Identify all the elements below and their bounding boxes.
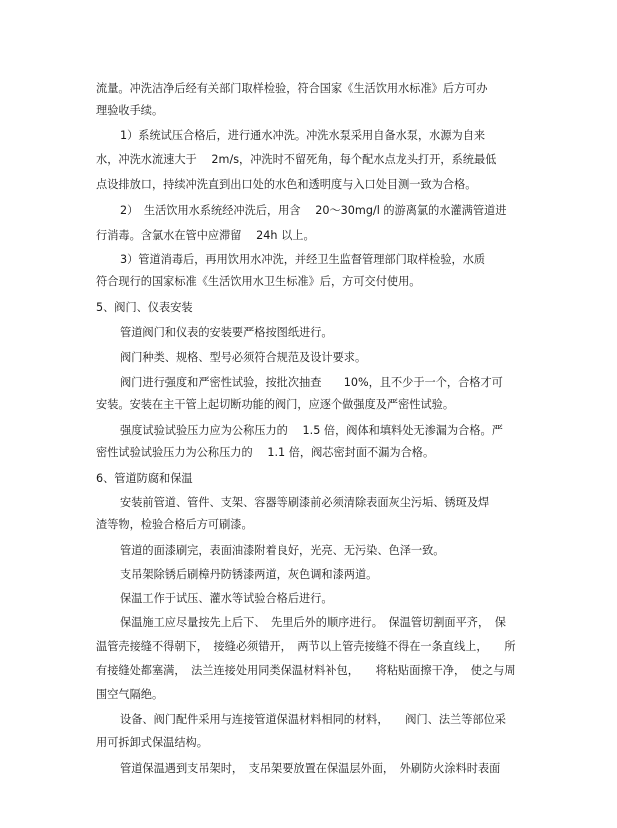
- text-line: 符合现行的国家标准《生活饮用水卫生标准》后，方可交付使用。: [96, 275, 421, 288]
- text-line: 支吊架除锈后刷樟丹防锈漆两道，灰色调和漆两道。: [120, 568, 378, 581]
- text-line: 管道保温遇到支吊架时， 支吊架要放置在保温层外面， 外刷防火涂料时表面: [120, 762, 501, 775]
- section-heading: 5、阀门、仪表安装: [96, 301, 193, 314]
- text-line: 安装。安装在主干管上起切断功能的阀门，应逐个做强度及严密性试验。: [96, 398, 455, 411]
- text-line: 流量。冲洗洁净后经有关部门取样检验，符合国家《生活饮用水标准》后方可办: [96, 82, 488, 95]
- text-line: 管道的面漆刷完，表面油漆附着良好，光亮、无污染、色泽一致。: [120, 544, 445, 557]
- text-line: 1）系统试压合格后，进行通水冲洗。冲洗水泵采用自备水泵，水源为自来: [120, 129, 486, 142]
- text-line: 围空气隔绝。: [96, 688, 164, 701]
- text-line: 渣等物，检验合格后方可刷漆。: [96, 518, 253, 531]
- text-line: 有接缝处都塞满， 法兰连接处用同类保温材料补包， 将粘贴面擦干净， 使之与周: [96, 664, 516, 677]
- text-line: 3）管道消毒后，再用饮用水冲洗，并经卫生监督管理部门取样检验，水质: [120, 253, 486, 266]
- text-line: 2） 生活饮用水系统经冲洗后，用含 20～30mg/l 的游离氯的水灌满管道进: [120, 204, 507, 217]
- text-line: 设备、阀门配件采用与连接管道保温材料相同的材料， 阀门、法兰等部位采: [120, 713, 506, 726]
- text-line: 保温施工应尽量按先上后下、 先里后外的顺序进行。 保温管切割面平齐， 保: [120, 616, 506, 629]
- text-line: 安装前管道、管件、支架、容器等刷漆前必须清除表面灰尘污垢、锈斑及焊: [120, 496, 490, 509]
- text-line: 管道阀门和仪表的安装要严格按图纸进行。: [120, 326, 333, 339]
- text-line: 水，冲洗水流速大于 2m/s，冲洗时不留死角，每个配水点龙头打开，系统最低: [96, 153, 497, 166]
- text-line: 点设排放口，持续冲洗直到出口处的水色和透明度与入口处目测一致为合格。: [96, 178, 477, 191]
- text-line: 用可拆卸式保温结构。: [96, 736, 208, 749]
- section-heading: 6、管道防腐和保温: [96, 472, 193, 485]
- text-line: 保温工作于试压、灌水等试验合格后进行。: [120, 592, 333, 605]
- text-line: 阀门进行强度和严密性试验，按批次抽查 10%，且不少于一个，合格才可: [120, 376, 503, 389]
- text-line: 密性试验试验压力为公称压力的 1.1 倍，阀芯密封面不漏为合格。: [96, 446, 435, 459]
- text-line: 行消毒。含氯水在管中应滞留 24h 以上。: [96, 229, 315, 242]
- text-line: 理验收手续。: [96, 104, 164, 117]
- text-line: 温管壳接缝不得朝下， 接缝必须错开， 两节以上管壳接缝不得在一条直线上， 所: [96, 640, 516, 653]
- text-line: 强度试验试验压力应为公称压力的 1.5 倍，阀体和填料处无渗漏为合格。严: [120, 424, 503, 437]
- text-line: 阀门种类、规格、型号必须符合规范及设计要求。: [120, 351, 367, 364]
